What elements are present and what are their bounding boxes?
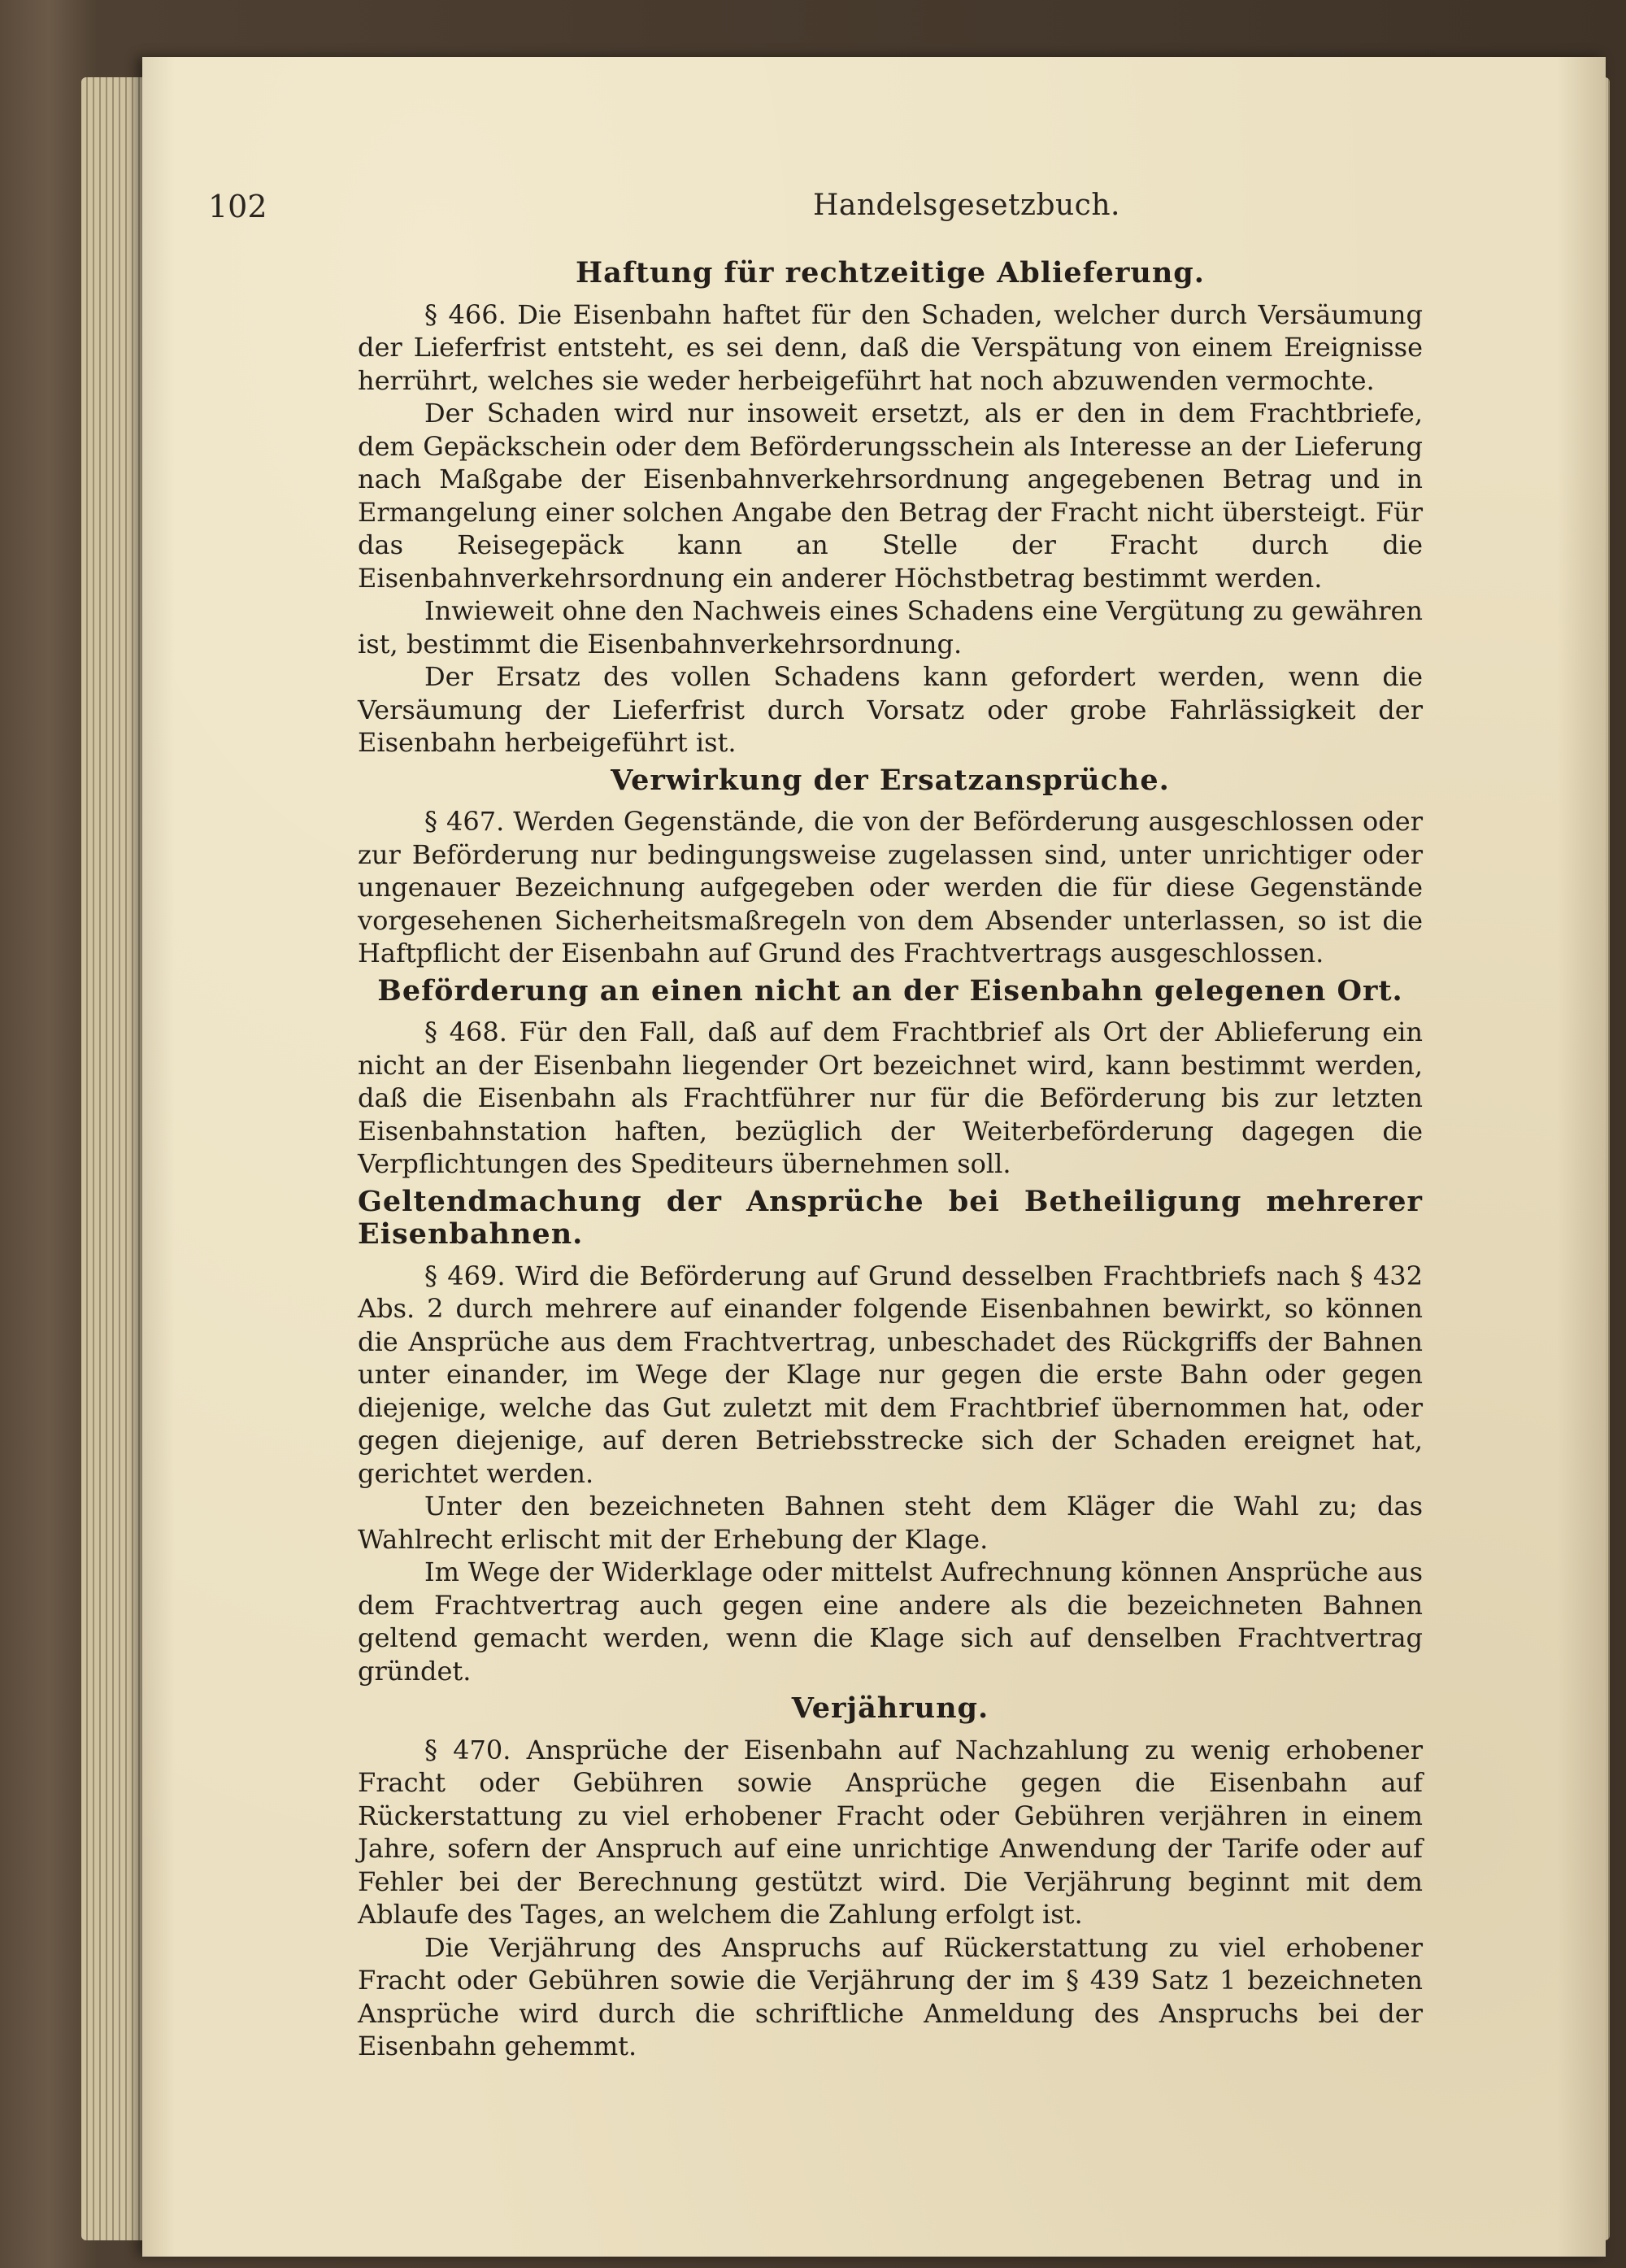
page-number: 102 [208, 189, 267, 224]
section-469 [358, 1186, 1423, 1688]
paragraph: Die Verjährung des Anspruchs auf Rückerstattung zu viel erhobener Fracht oder Gebühren sowie die Verjährung der im § 439 Satz 1 bezeichneten Ansprüche wird durch die schriftliche Anmeldung des Anspruchs bei der Eisenbahn gehemmt. [358, 1931, 1423, 2061]
section-heading: Geltendmachung der Ansprüche bei Betheiligung mehrerer Eisenbahnen. [358, 1184, 1423, 1251]
page-body [358, 252, 1423, 2063]
paragraph: Der Schaden wird nur insoweit ersetzt, als er den in dem Frachtbriefe, dem Gepäckschein oder dem Beförderungsschein als Interesse an der Lieferung nach Maßgabe der Eisenbahnverkehrsordnung angegebenen Betrag und in Ermangelung einer solchen Angabe den Betrag der Fracht nicht übersteigt. Für das Reisegepäck kann an Stelle der Fracht durch die Eisenbahnverkehrsordnung ein anderer Höchstbetrag bestimmt werden. [358, 398, 1423, 594]
section-heading: Verjährung. [791, 1691, 989, 1725]
section-heading: Verwirkung der Ersatzansprüche. [611, 763, 1170, 797]
section-heading: Haftung für rechtzeitige Ablieferung. [576, 256, 1205, 289]
section-468 [358, 975, 1423, 1181]
section-466 [358, 257, 1423, 760]
paragraph: § 467. Werden Gegenstände, die von der Beförderung ausgeschlossen oder zur Beförderung nur bedingungsweise zugelassen sind, unter unrichtiger oder ungenauer Bezeichnung aufgegeben oder werden die für diese Gegenstände vorgesehenen Sicherheitsmaßregeln von dem Absender unterlassen, so ist die Haftpflicht der Eisenbahn auf Grund des Frachtvertrags ausgeschlossen. [358, 806, 1423, 969]
section-470 [358, 1692, 1423, 2063]
paragraph: Der Ersatz des vollen Schadens kann gefordert werden, wenn die Versäumung der Lieferfrist durch Vorsatz oder grobe Fahrlässigkeit der Eisenbahn herbeigeführt ist. [358, 661, 1423, 758]
section-heading: Beförderung an einen nicht an der Eisenbahn gelegenen Ort. [377, 973, 1403, 1008]
paragraph: Unter den bezeichneten Bahnen steht dem Kläger die Wahl zu; das Wahlrecht erlischt mit der Erhebung der Klage. [358, 1491, 1423, 1555]
paragraph: Im Wege der Widerklage oder mittelst Aufrechnung können Ansprüche aus dem Frachtvertrag auch gegen eine andere als die bezeichneten Bahnen geltend gemacht werden, wenn die Klage sich auf denselben Frachtvertrag gründet. [358, 1556, 1423, 1687]
section-467 [358, 764, 1423, 970]
running-head: Handelsgesetzbuch. [813, 189, 1120, 222]
paragraph: § 470. Ansprüche der Eisenbahn auf Nachzahlung zu wenig erhobener Fracht oder Gebühren sowie Ansprüche gegen die Eisenbahn auf Rückerstattung zu viel erhobener Fracht oder Gebühren verjähren in einem Jahre, sofern der Anspruch auf eine unrichtige Anwendung der Tarife oder auf Fehler bei der Berechnung gestützt wird. Die Verjährung beginnt mit dem Ablaufe des Tages, an welchem die Zahlung erfolgt ist. [358, 1734, 1423, 1930]
paragraph: § 469. Wird die Beförderung auf Grund desselben Frachtbriefs nach § 432 Abs. 2 durch mehrere auf einander folgende Eisenbahnen bewirkt, so können die Ansprüche aus dem Frachtvertrag, unbeschadet des Rückgriffs der Bahnen unter einander, im Wege der Klage nur gegen die erste Bahn oder gegen diejenige, welche das Gut zuletzt mit dem Frachtbrief übernommen hat, oder gegen diejenige, auf deren Betriebsstrecke sich der Schaden ereignet hat, gerichtet werden. [358, 1260, 1423, 1489]
paragraph: Inwieweit ohne den Nachweis eines Schadens eine Vergütung zu gewähren ist, bestimmt die Eisenbahnverkehrsordnung. [358, 595, 1423, 660]
paragraph: § 468. Für den Fall, daß auf dem Frachtbrief als Ort der Ablieferung ein nicht an der Eisenbahn liegender Ort bezeichnet wird, kann bestimmt werden, daß die Eisenbahn als Frachtführer nur für die Beförderung bis zur letzten Eisenbahnstation haften, bezüglich der Weiterbeförderung dagegen die Verpflichtungen des Spediteurs übernehmen soll. [358, 1016, 1423, 1179]
paragraph: § 466. Die Eisenbahn haftet für den Schaden, welcher durch Versäumung der Lieferfrist entsteht, es sei denn, daß die Verspätung von einem Ereignisse herrührt, welches sie weder herbeigeführt hat noch abzuwenden vermochte. [358, 298, 1423, 396]
